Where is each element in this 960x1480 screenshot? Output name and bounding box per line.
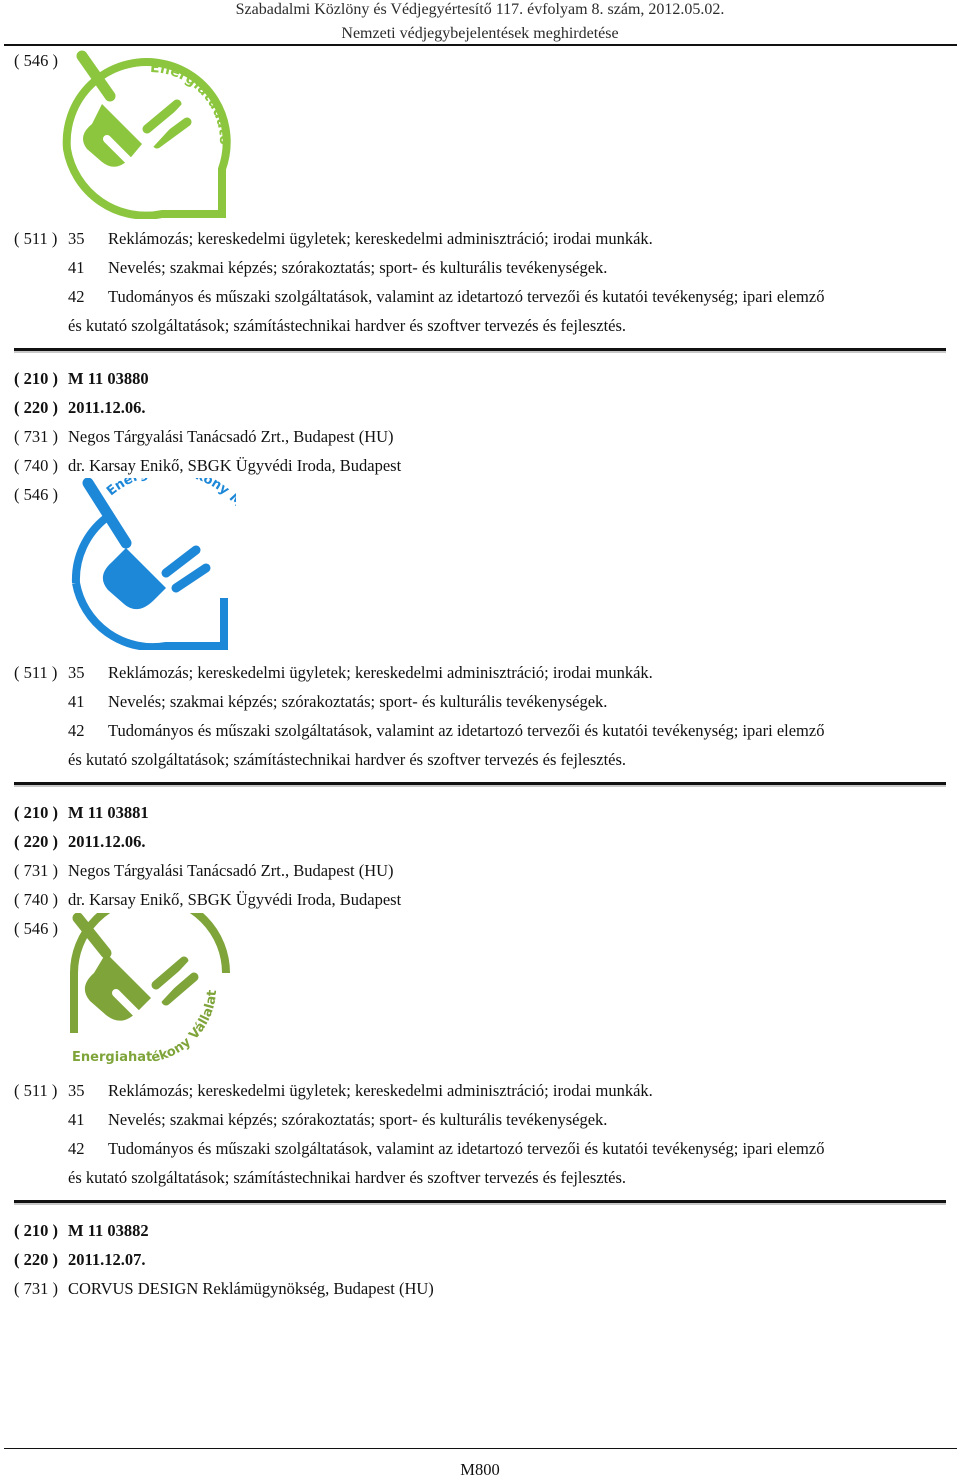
class-description: Tudományos és műszaki szolgáltatások, valamint az idetartozó tervezői és kutatói tevékenység; ipari elemző: [108, 287, 825, 306]
application-number: M 11 03880: [68, 369, 149, 388]
inid-740-code: ( 740 ): [14, 890, 58, 909]
class-number: 41: [68, 258, 85, 277]
representative: dr. Karsay Enikő, SBGK Ügyvédi Iroda, Budapest: [68, 890, 402, 909]
applicant: CORVUS DESIGN Reklámügynökség, Budapest (HU): [68, 1279, 434, 1298]
class-description-continued: és kutató szolgáltatások; számítástechnikai hardver és szoftver tervezés és fejlesztés.: [68, 1168, 627, 1187]
inid-210-code: ( 210 ): [14, 803, 58, 822]
entry-divider: [14, 782, 946, 785]
entry-divider: [14, 1200, 946, 1203]
trademark-logo-energiahatekony: [66, 913, 236, 1068]
inid-220-code: ( 220 ): [14, 398, 58, 417]
inid-511-code: ( 511 ): [14, 229, 58, 248]
footer-divider: [4, 1448, 957, 1449]
inid-511-code: ( 511 ): [14, 1081, 58, 1100]
logo-arc-text: Energiatudato: [149, 59, 233, 146]
class-description: Reklámozás; kereskedelmi ügyletek; kereskedelmi adminisztráció; irodai munkák.: [108, 229, 653, 248]
inid-740-code: ( 740 ): [14, 456, 58, 475]
entry-divider: [14, 348, 946, 351]
inid-210-code: ( 210 ): [14, 369, 58, 388]
trademark-logo-mentor: [66, 478, 236, 650]
class-number: 42: [68, 287, 85, 306]
inid-546-code: ( 546 ): [14, 919, 58, 938]
application-number: M 11 03881: [68, 803, 149, 822]
representative: dr. Karsay Enikő, SBGK Ügyvédi Iroda, Budapest: [68, 456, 402, 475]
class-number: 35: [68, 1081, 85, 1100]
filing-date: 2011.12.07.: [68, 1250, 146, 1269]
inid-511-code: ( 511 ): [14, 663, 58, 682]
inid-731-code: ( 731 ): [14, 1279, 58, 1298]
class-description: Nevelés; szakmai képzés; szórakoztatás; sport- és kulturális tevékenységek.: [108, 258, 608, 277]
section-title: Nemzeti védjegybejelentések meghirdetése: [341, 25, 619, 42]
inid-220-code: ( 220 ): [14, 832, 58, 851]
inid-210-code: ( 210 ): [14, 1221, 58, 1240]
page-number: M800: [460, 1460, 500, 1479]
application-number: M 11 03882: [68, 1221, 149, 1240]
filing-date: 2011.12.06.: [68, 398, 146, 417]
class-description: Reklámozás; kereskedelmi ügyletek; kereskedelmi adminisztráció; irodai munkák.: [108, 663, 653, 682]
leaf-plug-check-logo-green: [62, 44, 237, 219]
applicant: Negos Tárgyalási Tanácsadó Zrt., Budapest (HU): [68, 861, 394, 880]
leaf-plug-logo-blue: [66, 478, 236, 650]
journal-title: Szabadalmi Közlöny és Védjegyértesítő 117. évfolyam 8. szám, 2012.05.02.: [235, 1, 725, 18]
class-description-continued: és kutató szolgáltatások; számítástechnikai hardver és szoftver tervezés és fejlesztés.: [68, 316, 627, 335]
applicant: Negos Tárgyalási Tanácsadó Zrt., Budapest (HU): [68, 427, 394, 446]
class-description: Nevelés; szakmai képzés; szórakoztatás; sport- és kulturális tevékenységek.: [108, 692, 608, 711]
class-description: Tudományos és műszaki szolgáltatások, valamint az idetartozó tervezői és kutatói tevékenység; ipari elemző: [108, 1139, 825, 1158]
inid-731-code: ( 731 ): [14, 861, 58, 880]
inid-220-code: ( 220 ): [14, 1250, 58, 1269]
leaf-plug-check-logo-olive: [66, 913, 236, 1068]
logo-arc-text: Energiahatékony Vállalat: [72, 989, 221, 1066]
class-number: 41: [68, 692, 85, 711]
class-number: 35: [68, 229, 85, 248]
class-description: Tudományos és műszaki szolgáltatások, valamint az idetartozó tervezői és kutatói tevékenység; ipari elemző: [108, 721, 825, 740]
class-description: Reklámozás; kereskedelmi ügyletek; kereskedelmi adminisztráció; irodai munkák.: [108, 1081, 653, 1100]
inid-546-code: ( 546 ): [14, 51, 58, 70]
class-number: 42: [68, 1139, 85, 1158]
filing-date: 2011.12.06.: [68, 832, 146, 851]
class-number: 42: [68, 721, 85, 740]
inid-546-code: ( 546 ): [14, 485, 58, 504]
trademark-logo-energiatudatos: [62, 44, 237, 219]
class-description: Nevelés; szakmai képzés; szórakoztatás; sport- és kulturális tevékenységek.: [108, 1110, 608, 1129]
class-number: 41: [68, 1110, 85, 1129]
inid-731-code: ( 731 ): [14, 427, 58, 446]
class-description-continued: és kutató szolgáltatások; számítástechnikai hardver és szoftver tervezés és fejlesztés.: [68, 750, 627, 769]
class-number: 35: [68, 663, 85, 682]
logo-arc-text: Ene ony: [104, 478, 232, 500]
